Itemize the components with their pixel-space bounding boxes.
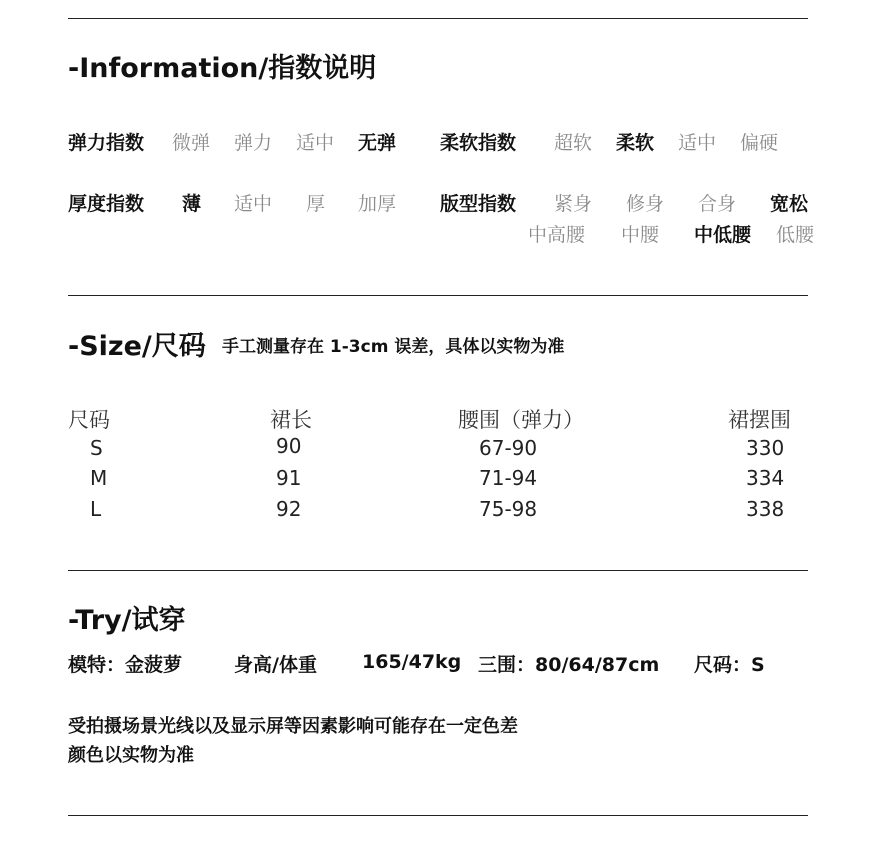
thickness-option: 厚: [306, 193, 326, 215]
thickness-option: 加厚: [358, 193, 397, 215]
softness-option-selected: 柔软: [616, 132, 655, 154]
fit-option: 紧身: [554, 193, 593, 215]
color-disclaimer-2: 颜色以实物为准: [68, 745, 194, 766]
softness-option: 偏硬: [740, 132, 779, 154]
height-weight-value: 165/47kg: [362, 651, 462, 673]
table-cell: 338: [746, 497, 785, 521]
fit-option: 修身: [626, 193, 665, 215]
elasticity-option: 弹力: [234, 132, 273, 154]
divider-bottom: [68, 815, 808, 816]
softness-option: 超软: [554, 132, 593, 154]
size-header: 尺码: [68, 408, 110, 432]
divider-size-try: [68, 570, 808, 571]
thickness-label: 厚度指数: [68, 193, 145, 215]
waist-option-selected: 中低腰: [694, 224, 752, 246]
waist-option: 中腰: [621, 224, 660, 246]
thickness-option-selected: 薄: [182, 193, 202, 215]
try-title: -Try/试穿: [68, 605, 186, 636]
waist-option: 低腰: [776, 224, 815, 246]
table-cell: L: [90, 497, 102, 521]
fit-option: 合身: [698, 193, 737, 215]
size-header: 腰围（弹力）: [458, 408, 584, 432]
model-label: 模特：金菠萝: [68, 654, 183, 676]
size-header: 裙长: [270, 408, 312, 432]
size-header: 裙摆围: [728, 408, 791, 432]
fit-label: 版型指数: [440, 193, 517, 215]
table-cell: 330: [746, 436, 785, 460]
measurements: 三围：80/64/87cm: [478, 654, 660, 676]
table-cell: 334: [746, 466, 785, 490]
divider-top: [68, 18, 808, 19]
size-title: -Size/尺码: [68, 331, 206, 362]
information-title: -Information/指数说明: [68, 53, 377, 84]
table-cell: S: [90, 436, 103, 460]
elasticity-option: 微弹: [172, 132, 211, 154]
size-note: 手工测量存在 1-3cm 误差，具体以实物为准: [222, 337, 565, 357]
height-weight-label: 身高/体重: [234, 654, 317, 676]
softness-label: 柔软指数: [440, 132, 517, 154]
table-cell: 90: [276, 434, 302, 458]
table-cell: M: [90, 466, 108, 490]
waist-option: 中高腰: [528, 224, 586, 246]
softness-option: 适中: [678, 132, 717, 154]
fit-option-selected: 宽松: [770, 193, 809, 215]
table-cell: 92: [276, 497, 302, 521]
elasticity-option-selected: 无弹: [358, 132, 397, 154]
divider-info-size: [68, 295, 808, 296]
elasticity-label: 弹力指数: [68, 132, 145, 154]
thickness-option: 适中: [234, 193, 273, 215]
elasticity-option: 适中: [296, 132, 335, 154]
table-cell: 75-98: [479, 497, 538, 521]
color-disclaimer: 受拍摄场景光线以及显示屏等因素影响可能存在一定色差: [68, 716, 518, 737]
table-cell: 71-94: [479, 466, 538, 490]
model-size: 尺码：S: [694, 654, 765, 676]
table-cell: 67-90: [479, 436, 538, 460]
table-cell: 91: [276, 466, 302, 490]
